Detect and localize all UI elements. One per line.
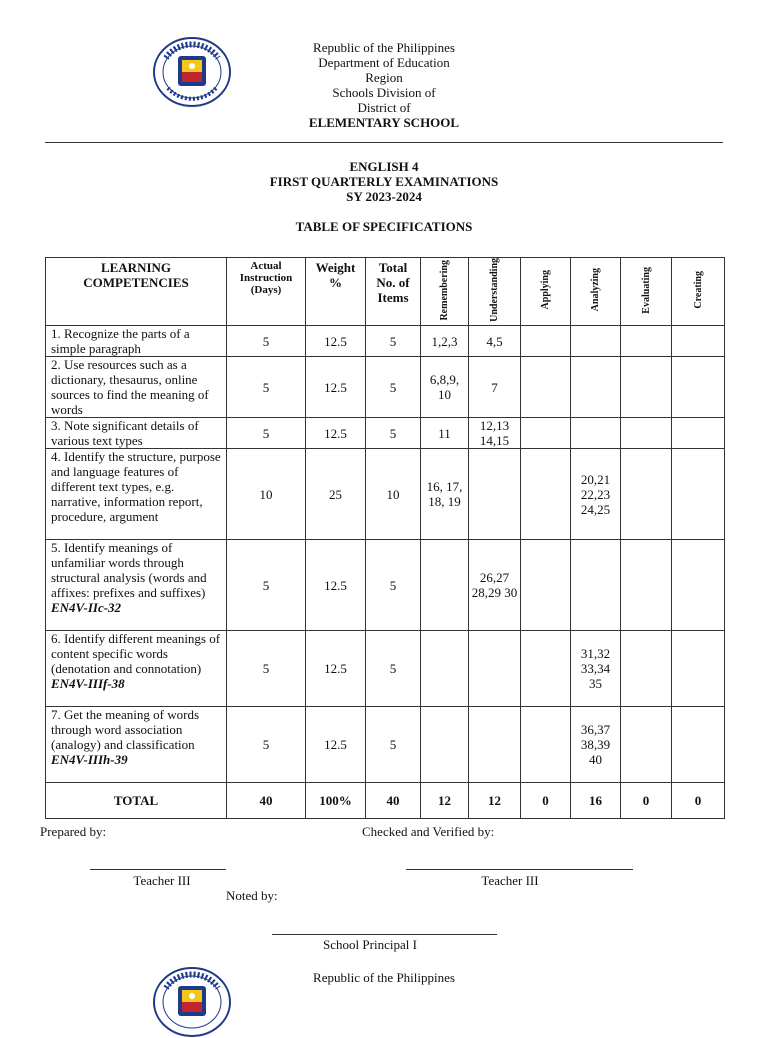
weight-cell: 12.5 [306,357,366,418]
remembering-cell [421,540,469,631]
applying-cell [521,540,571,631]
competency-text: 5. Identify meanings of unfamiliar words through structural analysis (words and affixes: prefixes and suffixes) [51,540,207,600]
header-divider [45,142,723,143]
prepared-by-label: Prepared by: [40,824,107,839]
analyzing-cell [571,357,621,418]
items-cell: 5 [366,631,421,707]
table-row [46,707,725,783]
competency-code: EN4V-IIc-32 [51,600,122,615]
creating-cell [672,707,725,783]
days-cell: 5 [227,540,306,631]
competency-cell [46,540,227,631]
applying-cell [521,326,571,357]
school-name: ELEMENTARY SCHOOL [308,115,460,130]
noted-by-label: Noted by: [226,888,278,903]
header-items: Total No. of Items [366,258,421,326]
total-items: 40 [366,783,421,819]
applying-cell [521,449,571,540]
prepared-signature-line [90,869,226,870]
items-cell: 5 [366,540,421,631]
evaluating-cell [621,631,672,707]
header-line-deped: Department of Education [318,55,450,70]
understanding-cell: 4,5 [469,326,521,357]
creating-cell [672,418,725,449]
items-cell: 5 [366,418,421,449]
header-line-division: Schools Division of [332,85,436,100]
creating-cell [672,449,725,540]
remembering-cell: 16, 17, 18, 19 [421,449,469,540]
remembering-cell [421,631,469,707]
evaluating-cell [621,540,672,631]
competency-text: 6. Identify different meanings of content specific words (denotation and connotation) [51,631,221,676]
header-understanding: Understanding [469,258,521,326]
header-line-republic: Republic of the Philippines [313,40,455,55]
items-cell: 5 [366,357,421,418]
noted-signature-line [272,934,497,935]
competency-text: 1. Recognize the parts of a simple paragraph [46,326,227,357]
total-analyzing: 16 [571,783,621,819]
understanding-cell: 12,13 14,15 [469,418,521,449]
checked-by-label: Checked and Verified by: [362,824,495,839]
applying-cell [521,418,571,449]
creating-cell [672,357,725,418]
total-evaluating: 0 [621,783,672,819]
days-cell: 5 [227,631,306,707]
weight-cell: 25 [306,449,366,540]
weight-cell: 12.5 [306,326,366,357]
header-weight: Weight % [306,258,366,326]
evaluating-cell [621,418,672,449]
total-remembering: 12 [421,783,469,819]
header-line-region: Region [365,70,403,85]
applying-cell [521,631,571,707]
header-applying: Applying [521,258,571,326]
table-row [46,449,725,540]
competency-code: EN4V-IIIh-39 [51,752,128,767]
days-cell: 5 [227,418,306,449]
understanding-cell [469,631,521,707]
competency-cell [46,707,227,783]
header-remembering: Remembering [421,258,469,326]
items-cell: 5 [366,326,421,357]
days-cell: 5 [227,707,306,783]
remembering-cell [421,707,469,783]
header-creating: Creating [672,258,725,326]
noted-title: School Principal I [323,937,417,952]
analyzing-cell [571,418,621,449]
creating-cell [672,326,725,357]
table-row [46,357,725,418]
days-cell: 5 [227,357,306,418]
items-cell: 10 [366,449,421,540]
header-competencies: LEARNING COMPETENCIES [46,258,227,326]
weight-cell: 12.5 [306,418,366,449]
evaluating-cell [621,707,672,783]
evaluating-cell [621,357,672,418]
table-row [46,326,725,357]
items-cell: 5 [366,707,421,783]
repeat-header-republic: Republic of the Philippines [313,970,455,985]
analyzing-cell [571,540,621,631]
total-days: 40 [227,783,306,819]
days-cell: 5 [227,326,306,357]
creating-cell [672,540,725,631]
weight-cell: 12.5 [306,540,366,631]
competency-text: 4. Identify the structure, purpose and language features of different text types, e.g. narrative, information report, procedure, argument [46,449,227,540]
header-analyzing: Analyzing [571,258,621,326]
competency-text: 2. Use resources such as a dictionary, thesaurus, online sources to find the meaning of words [46,357,227,418]
prepared-title: Teacher III [133,873,191,888]
total-applying: 0 [521,783,571,819]
total-row [46,783,725,819]
understanding-cell: 26,27 28,29 30 [469,540,521,631]
evaluating-cell [621,449,672,540]
understanding-cell [469,449,521,540]
weight-cell: 12.5 [306,707,366,783]
analyzing-cell: 20,21 22,23 24,25 [571,449,621,540]
checked-title: Teacher III [481,873,539,888]
total-understanding: 12 [469,783,521,819]
total-creating: 0 [672,783,725,819]
remembering-cell: 1,2,3 [421,326,469,357]
table-row [46,418,725,449]
applying-cell [521,707,571,783]
header-days: Actual Instruction (Days) [227,258,306,326]
competency-cell [46,631,227,707]
competency-text: 7. Get the meaning of words through word association (analogy) and classification [51,707,200,752]
analyzing-cell: 31,32 33,34 35 [571,631,621,707]
table-row [46,540,725,631]
table-header-row [46,258,725,326]
remembering-cell: 11 [421,418,469,449]
days-cell: 10 [227,449,306,540]
total-label: TOTAL [46,783,227,819]
analyzing-cell [571,326,621,357]
analyzing-cell: 36,37 38,39 40 [571,707,621,783]
creating-cell [672,631,725,707]
understanding-cell [469,707,521,783]
table-row [46,631,725,707]
remembering-cell: 6,8,9, 10 [421,357,469,418]
weight-cell: 12.5 [306,631,366,707]
competency-text: 3. Note significant details of various text types [46,418,227,449]
total-weight: 100% [306,783,366,819]
competency-code: EN4V-IIIf-38 [51,676,125,691]
header-line-district: District of [357,100,411,115]
document-title: TABLE OF SPECIFICATIONS [295,219,473,234]
exam-subject: ENGLISH 4 [349,159,419,174]
exam-school-year: SY 2023-2024 [346,189,422,204]
header-evaluating: Evaluating [621,258,672,326]
exam-name: FIRST QUARTERLY EXAMINATIONS [269,174,499,189]
understanding-cell: 7 [469,357,521,418]
evaluating-cell [621,326,672,357]
applying-cell [521,357,571,418]
checked-signature-line [406,869,633,870]
table-of-specifications [45,257,725,819]
